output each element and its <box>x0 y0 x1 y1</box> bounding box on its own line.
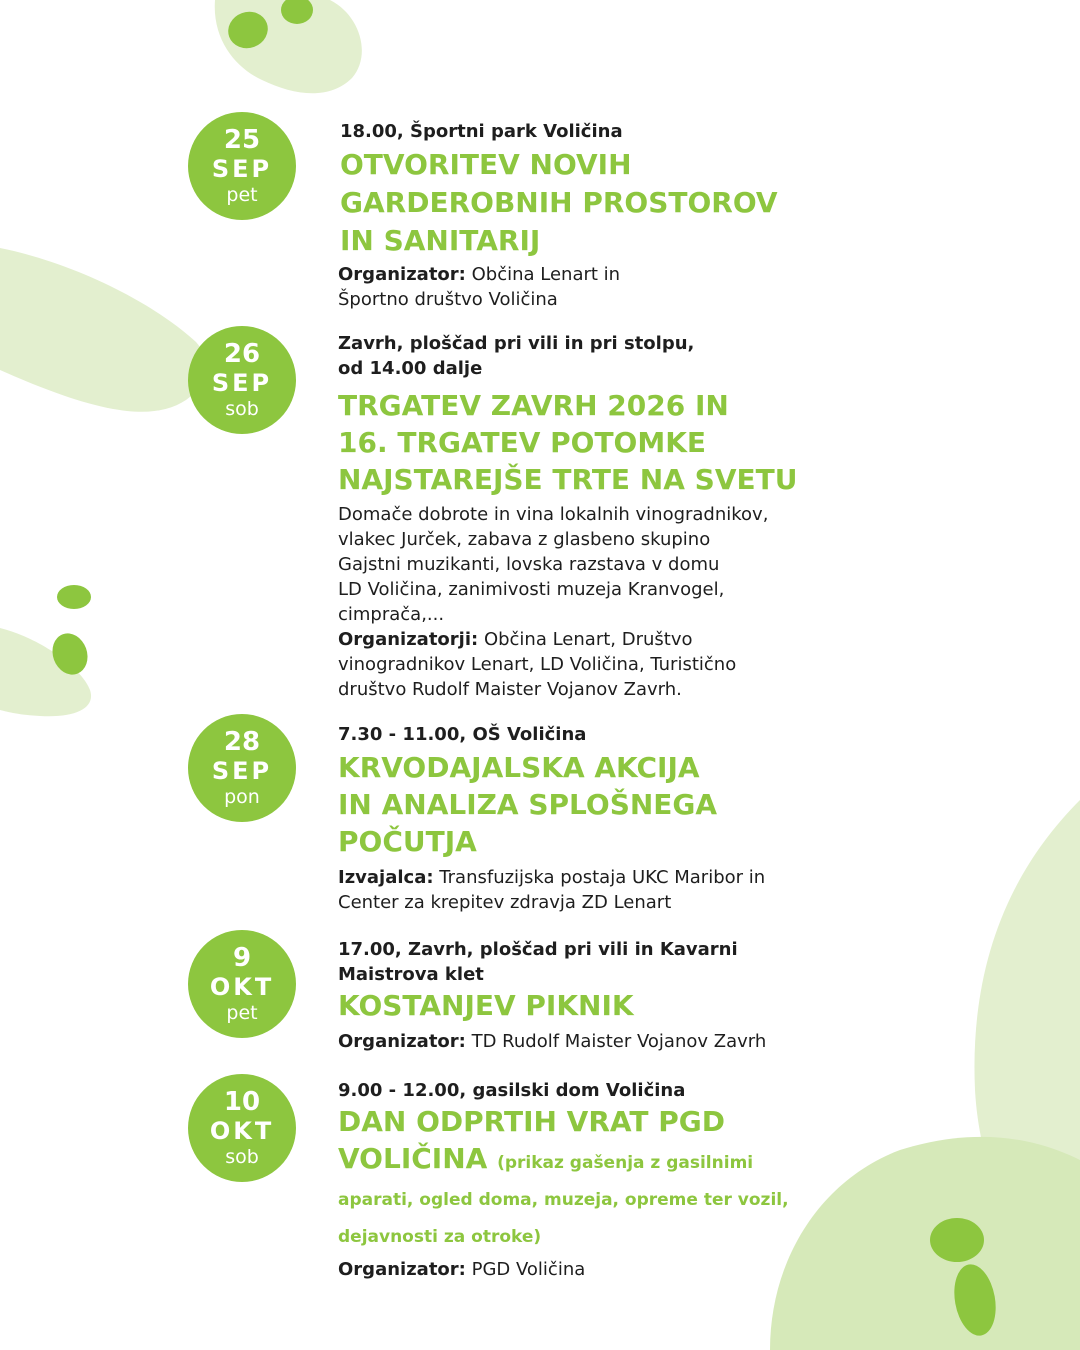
description-line: vlakec Jurček, zabava z glasbeno skupino <box>338 529 711 550</box>
date-badge <box>188 112 296 220</box>
date-month: SEP <box>211 369 273 397</box>
organizer-line: vinogradnikov Lenart, LD Voličina, Turistično <box>338 654 737 675</box>
event-title <box>340 146 840 260</box>
date-month: OKT <box>209 973 275 1001</box>
organizer-label: Organizatorji: <box>338 629 479 650</box>
event-organizer <box>338 262 840 312</box>
event-title-line: DAN ODPRTIH VRAT PGD <box>338 1105 725 1138</box>
left-dot-1 <box>57 585 91 609</box>
date-weekday: pet <box>226 1002 258 1024</box>
event-title-note: (prikaz gašenja z gasilnimi aparati, ogled doma, muzeja, opreme ter vozil, dejavnosti za otroke) <box>338 1153 789 1247</box>
event-time-place <box>338 937 838 987</box>
date-badge <box>188 1074 296 1182</box>
event-body <box>338 331 838 702</box>
organizer-line: Transfuzijska postaja UKC Maribor in <box>439 867 766 888</box>
event-time-place <box>338 331 838 381</box>
date-month: OKT <box>209 1117 275 1145</box>
event-title <box>338 987 838 1024</box>
description-line: cimprača,... <box>338 604 445 625</box>
event-body <box>338 1078 818 1282</box>
date-weekday: sob <box>225 1146 259 1168</box>
event-title-line: GARDEROBNIH PROSTOROV <box>340 186 778 219</box>
date-weekday: pon <box>224 786 260 808</box>
event-organizer <box>338 1257 818 1282</box>
event-title-line: IN SANITARIJ <box>340 224 541 257</box>
time-place-line: od 14.00 dalje <box>338 358 483 379</box>
date-month: SEP <box>211 757 273 785</box>
event-title-line: POČUTJA <box>338 825 477 858</box>
event-title <box>338 749 838 860</box>
date-day: 25 <box>223 125 261 155</box>
organizer-line: Športno društvo Voličina <box>338 289 558 310</box>
organizer-label: Organizator: <box>338 264 466 285</box>
organizer-label: Organizator: <box>338 1031 466 1052</box>
event-organizer <box>338 627 838 702</box>
organizer-line: Center za krepitev zdravja ZD Lenart <box>338 892 672 913</box>
event-title <box>338 1103 818 1251</box>
event-title-line: TRGATEV ZAVRH 2026 IN <box>338 389 729 422</box>
event-time-place: 7.30 - 11.00, OŠ Voličina <box>338 724 587 745</box>
left-blob-upper <box>0 248 206 412</box>
event-time-place: 9.00 - 12.00, gasilski dom Voličina <box>338 1080 686 1101</box>
event-body <box>340 119 840 312</box>
date-day: 28 <box>223 727 261 757</box>
organizer-line: Občina Lenart, Društvo <box>483 629 693 650</box>
description-line: Gajstni muzikanti, lovska razstava v domu <box>338 554 720 575</box>
organizer-label: Organizator: <box>338 1259 466 1280</box>
time-place-line: Zavrh, ploščad pri vili in pri stolpu, <box>338 333 695 354</box>
event-title-line: KRVODAJALSKA AKCIJA <box>338 751 700 784</box>
date-month: SEP <box>211 155 273 183</box>
organizer-line: TD Rudolf Maister Vojanov Zavrh <box>471 1031 767 1052</box>
date-badge <box>188 930 296 1038</box>
organizer-line: društvo Rudolf Maister Vojanov Zavrh. <box>338 679 682 700</box>
event-body <box>338 722 838 915</box>
event-title-line: 16. TRGATEV POTOMKE <box>338 426 707 459</box>
organizer-label: Izvajalca: <box>338 867 434 888</box>
event-title-line: KOSTANJEV PIKNIK <box>338 989 634 1022</box>
date-weekday: pet <box>226 184 258 206</box>
right-dot-1 <box>930 1218 984 1262</box>
organizer-line: Občina Lenart in <box>471 264 621 285</box>
event-title-line: IN ANALIZA SPLOŠNEGA <box>338 788 718 821</box>
event-organizer <box>338 1029 838 1054</box>
date-weekday: sob <box>225 398 259 420</box>
description-line: Domače dobrote in vina lokalnih vinogradnikov, <box>338 504 769 525</box>
event-time-place: 18.00, Športni park Voličina <box>340 121 623 142</box>
time-place-line: 17.00, Zavrh, ploščad pri vili in Kavarni <box>338 939 738 960</box>
event-title <box>338 387 838 498</box>
time-place-line: Maistrova klet <box>338 964 484 985</box>
event-title-line: NAJSTAREJŠE TRTE NA SVETU <box>338 463 798 496</box>
event-body <box>338 937 838 1054</box>
date-day: 10 <box>223 1087 261 1117</box>
event-description <box>338 502 838 627</box>
date-day: 26 <box>223 339 261 369</box>
organizer-line: PGD Voličina <box>471 1259 586 1280</box>
date-badge <box>188 714 296 822</box>
event-organizer <box>338 865 838 915</box>
event-title-line: OTVORITEV NOVIH <box>340 148 632 181</box>
date-day: 9 <box>232 943 252 973</box>
date-badge <box>188 326 296 434</box>
event-title-line: VOLIČINA <box>338 1142 488 1175</box>
description-line: LD Voličina, zanimivosti muzeja Kranvogel, <box>338 579 725 600</box>
